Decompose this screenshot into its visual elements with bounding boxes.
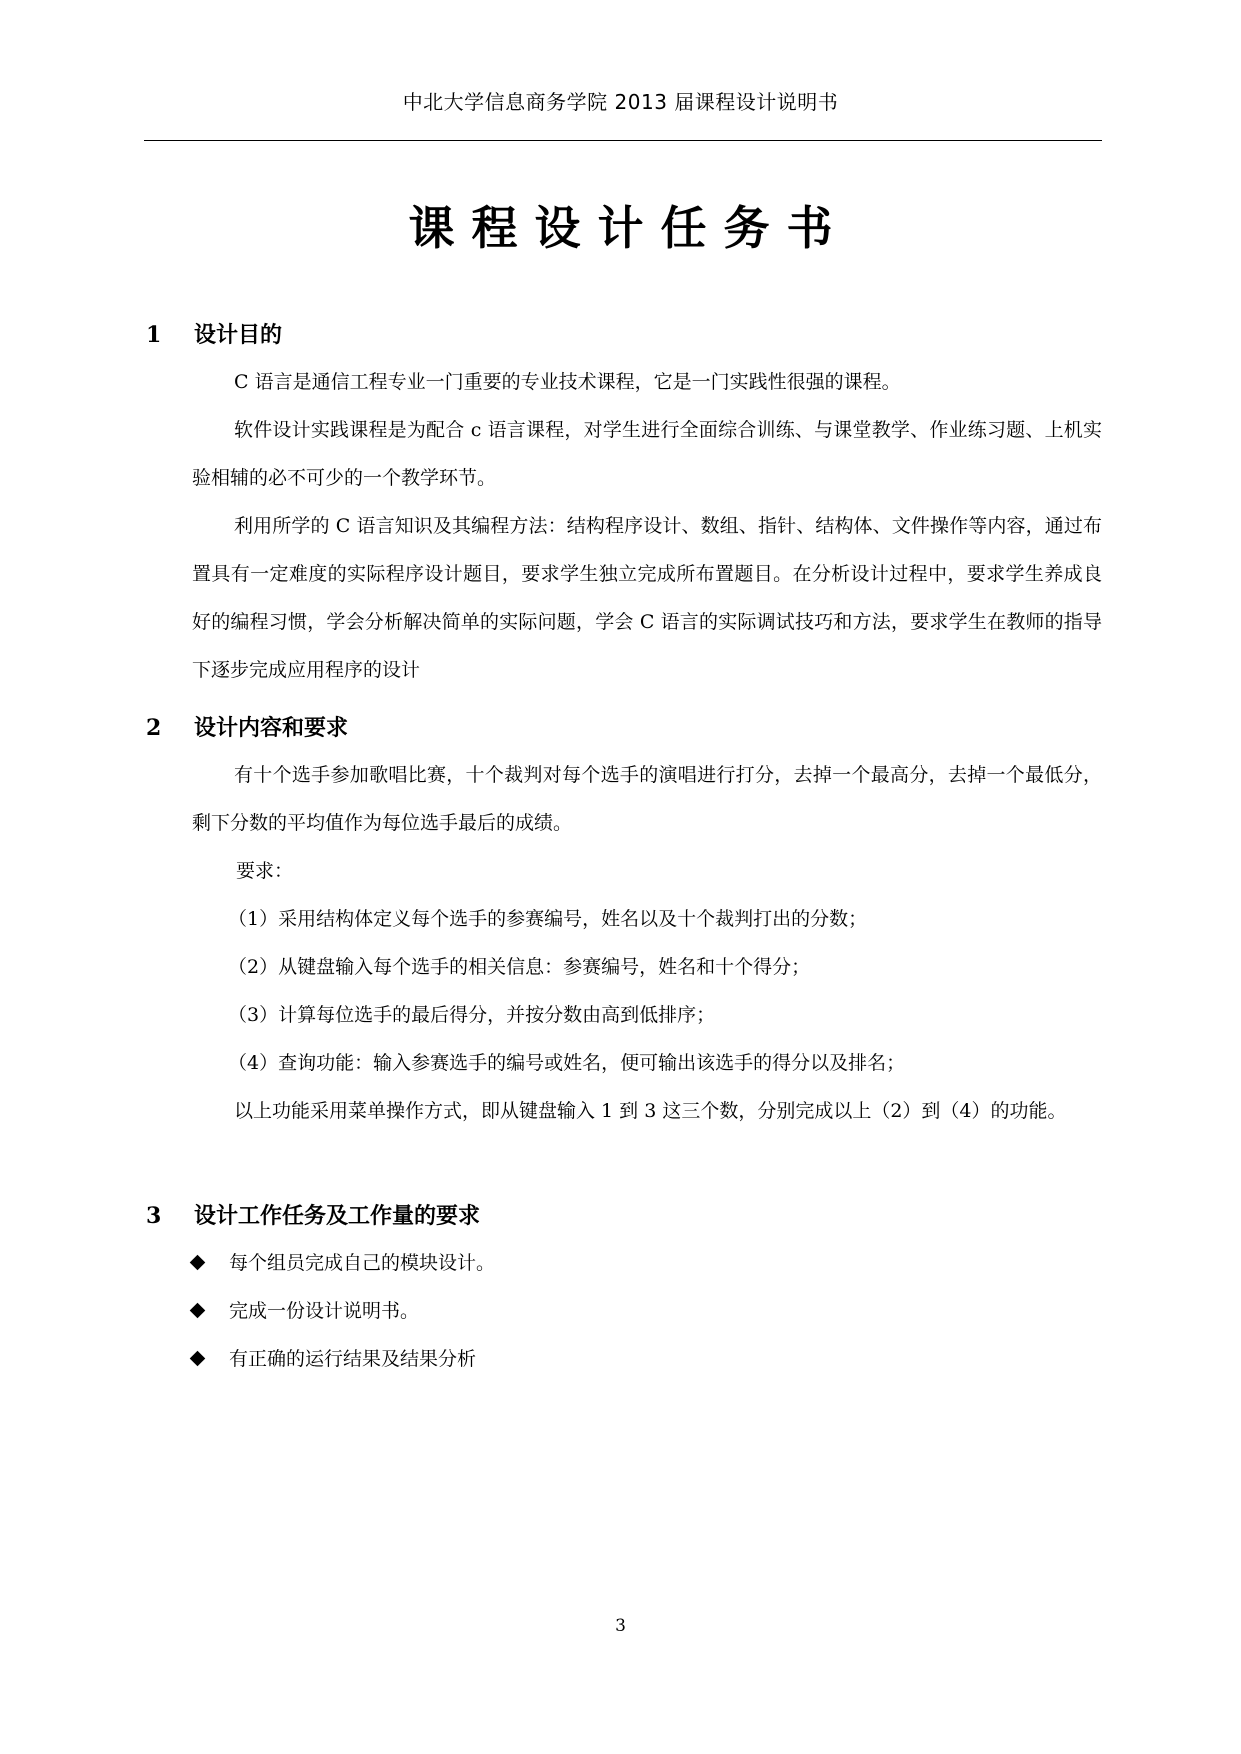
section-title: 设计目的: [194, 323, 283, 348]
section-2-heading: [146, 710, 348, 746]
bullet-text: 完成一份设计说明书。: [229, 1300, 420, 1322]
paragraph: 利用所学的 C 语言知识及其编程方法：结构程序设计、数组、指针、结构体、文件操作等内容，通过布置具有一定难度的实际程序设计题目，要求学生独立完成所布置题目。在分析设计过程中，要求学生养成良好的编程习惯，学会分析解决简单的实际问题，学会 C 语言的实际调试技巧和方法，要求学生在教师的指导下逐步完成应用程序的设计: [192, 515, 1102, 681]
bullet-item: [192, 1287, 419, 1335]
section-title: 设计内容和要求: [194, 716, 349, 741]
section-number: 2: [146, 715, 162, 741]
page-number: 3: [615, 1616, 626, 1636]
requirement-item: （2）从键盘输入每个选手的相关信息：参赛编号，姓名和十个得分；: [228, 956, 811, 978]
section-number: 3: [146, 1203, 162, 1229]
paragraph: 有十个选手参加歌唱比赛，十个裁判对每个选手的演唱进行打分，去掉一个最高分，去掉一个最低分，剩下分数的平均值作为每位选手最后的成绩。: [192, 764, 1102, 834]
section-3-heading: [146, 1198, 480, 1234]
header-rule: [144, 140, 1102, 141]
paragraph: 以上功能采用菜单操作方式，即从键盘输入 1 到 3 这三个数，分别完成以上（2）到（4）的功能。: [234, 1100, 1067, 1122]
diamond-bullet-icon: [190, 1254, 206, 1270]
requirements-label: 要求：: [236, 860, 294, 882]
diamond-bullet-icon: [190, 1350, 206, 1366]
bullet-text: 有正确的运行结果及结果分析: [229, 1348, 477, 1370]
requirement-item: （3）计算每位选手的最后得分，并按分数由高到低排序；: [228, 1004, 716, 1026]
document-title: 课程设计任务书: [408, 201, 850, 255]
section-title: 设计工作任务及工作量的要求: [194, 1204, 481, 1229]
section-1-heading: [146, 317, 282, 353]
bullet-item: [192, 1239, 495, 1287]
bullet-text: 每个组员完成自己的模块设计。: [229, 1252, 496, 1274]
diamond-bullet-icon: [190, 1302, 206, 1318]
paragraph: 软件设计实践课程是为配合 c 语言课程，对学生进行全面综合训练、与课堂教学、作业练习题、上机实验相辅的必不可少的一个教学环节。: [192, 419, 1102, 489]
paragraph: C 语言是通信工程专业一门重要的专业技术课程，它是一门实践性很强的课程。: [234, 371, 901, 393]
section-number: 1: [146, 322, 162, 348]
bullet-item: [192, 1335, 476, 1383]
requirement-item: （4）查询功能：输入参赛选手的编号或姓名，便可输出该选手的得分以及排名；: [228, 1052, 906, 1074]
running-header: 中北大学信息商务学院 2013 届课程设计说明书: [402, 90, 839, 114]
requirement-item: （1）采用结构体定义每个选手的参赛编号，姓名以及十个裁判打出的分数；: [228, 908, 868, 930]
